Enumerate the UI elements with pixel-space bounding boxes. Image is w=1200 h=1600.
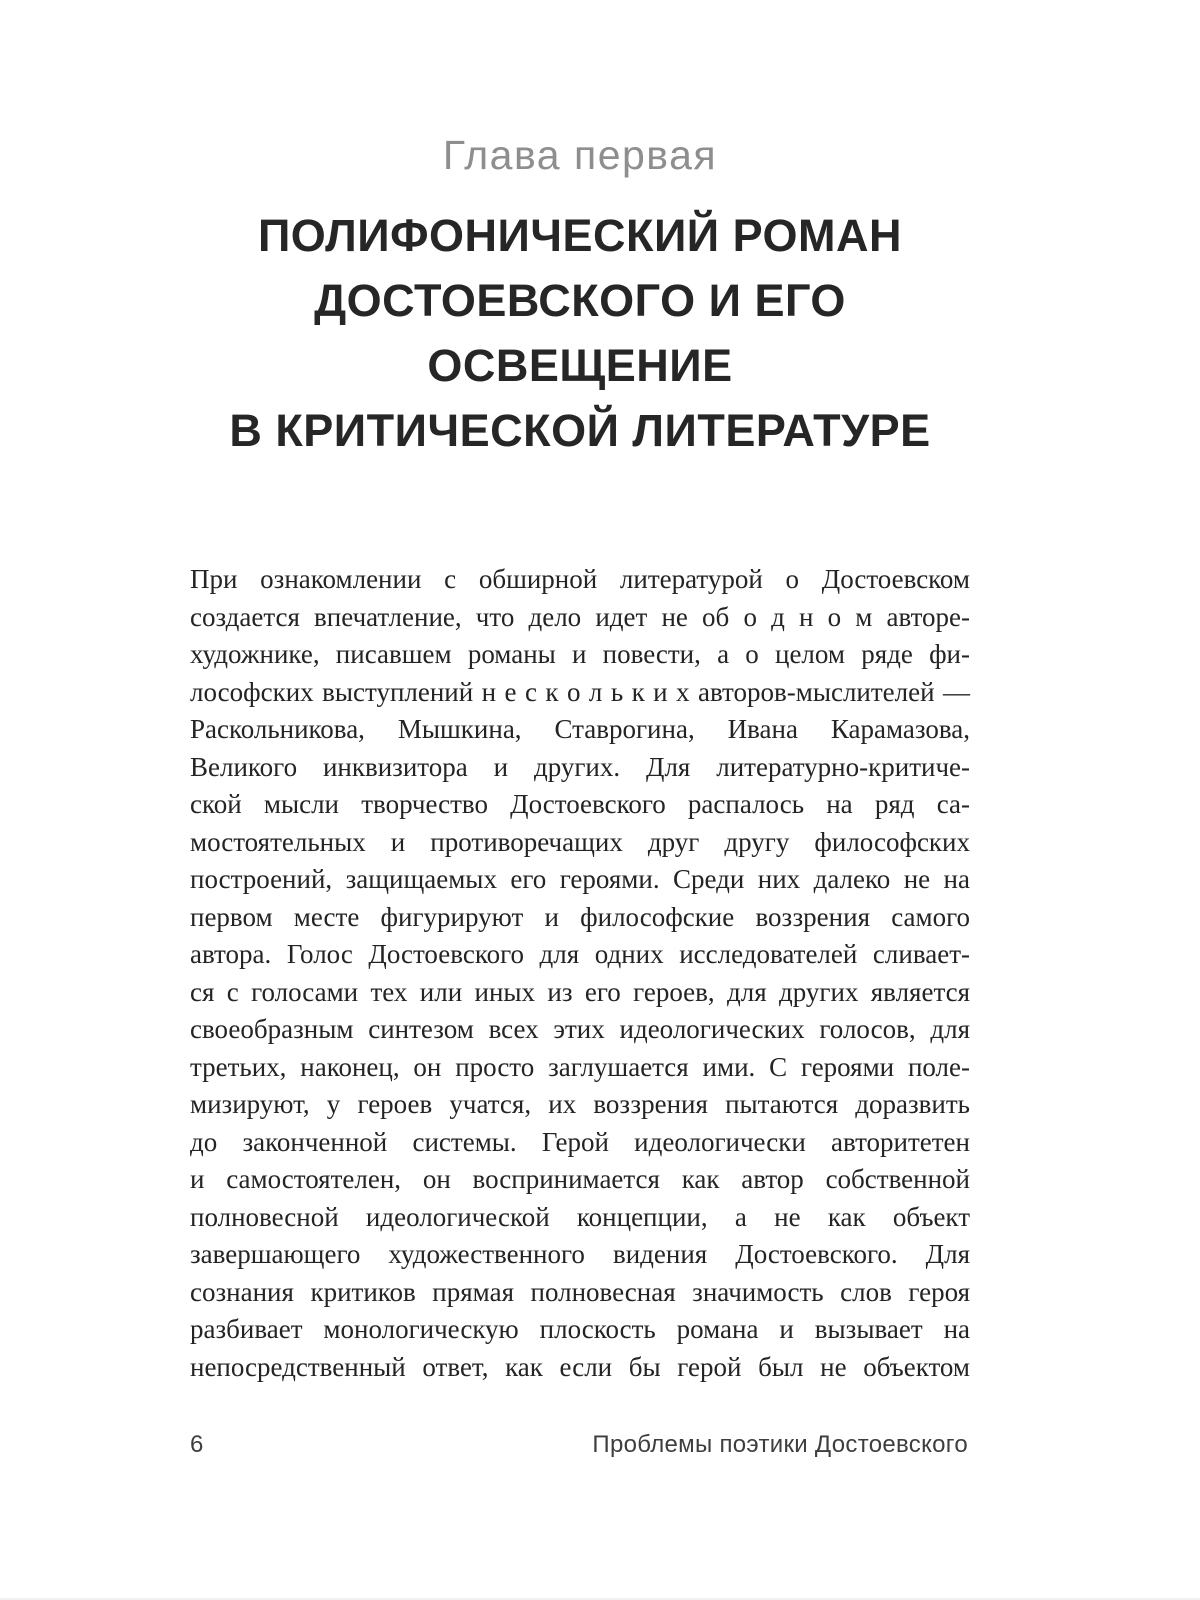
body-line: художнике, писавшем романы и повести, а о целом ряде фи- [190, 639, 970, 669]
body-line: и самостоятелен, он воспринимается как автор собственной [190, 1164, 970, 1194]
body-line: полновесной идеологической концепции, а не как объект [190, 1201, 970, 1232]
body-line: до законченной системы. Герой идеологически авторитетен [190, 1126, 970, 1157]
chapter-title-line: ОСВЕЩЕНИЕ [427, 340, 733, 391]
body-paragraph [190, 561, 970, 1386]
body-line: Раскольникова, Мышкина, Ставрогина, Ивана Карамазова, [190, 714, 970, 744]
body-line: первом месте фигурируют и философские воззрения самого [190, 901, 970, 932]
body-line: ся с голосами тех или иных из его героев, для других является [190, 976, 970, 1007]
page-footer [190, 1430, 968, 1460]
running-title: Проблемы поэтики Достоевского [592, 1431, 968, 1458]
body-line: непосредственный ответ, как если бы герой был не объектом [190, 1351, 970, 1382]
body-line: третьих, наконец, он просто заглушается ими. С героями поле- [190, 1051, 970, 1082]
body-line: лософских выступлений н е с к о л ь к и х авторов-мыслителей — [190, 676, 970, 707]
body-line: завершающего художественного видения Достоевского. Для [190, 1239, 970, 1269]
body-line: автора. Голос Достоевского для одних исследователей сливает- [190, 939, 970, 969]
body-line: своеобразным синтезом всех этих идеологических голосов, для [190, 1014, 970, 1044]
body-line: мостоятельных и противоречащих друг другу философских [190, 826, 970, 857]
chapter-heading [190, 132, 970, 463]
body-line: При ознакомлении с обширной литературой о Достоевском [190, 564, 970, 594]
chapter-label: Глава первая [442, 132, 718, 178]
chapter-title-line: ПОЛИФОНИЧЕСКИЙ РОМАН [257, 210, 903, 261]
body-line: построений, защищаемых его героями. Среди них далеко не на [190, 864, 970, 894]
body-line: разбивает монологическую плоскость романа и вызывает на [190, 1314, 970, 1344]
body-line: создается впечатление, что дело идет не об о д н о м авторе- [190, 601, 970, 632]
chapter-title-line: В КРИТИЧЕСКОЙ ЛИТЕРАТУРЕ [229, 405, 931, 456]
page-number: 6 [190, 1431, 204, 1458]
body-line: ской мысли творчество Достоевского распалось на ряд са- [190, 789, 970, 819]
body-line: мизируют, у героев учатся, их воззрения пытаются доразвить [190, 1089, 970, 1119]
body-line: Великого инквизитора и других. Для литературно-критиче- [190, 751, 970, 782]
chapter-title-line: ДОСТОЕВСКОГО И ЕГО [314, 275, 846, 326]
body-line: сознания критиков прямая полновесная значимость слов героя [190, 1276, 970, 1307]
chapter-title [190, 203, 970, 463]
